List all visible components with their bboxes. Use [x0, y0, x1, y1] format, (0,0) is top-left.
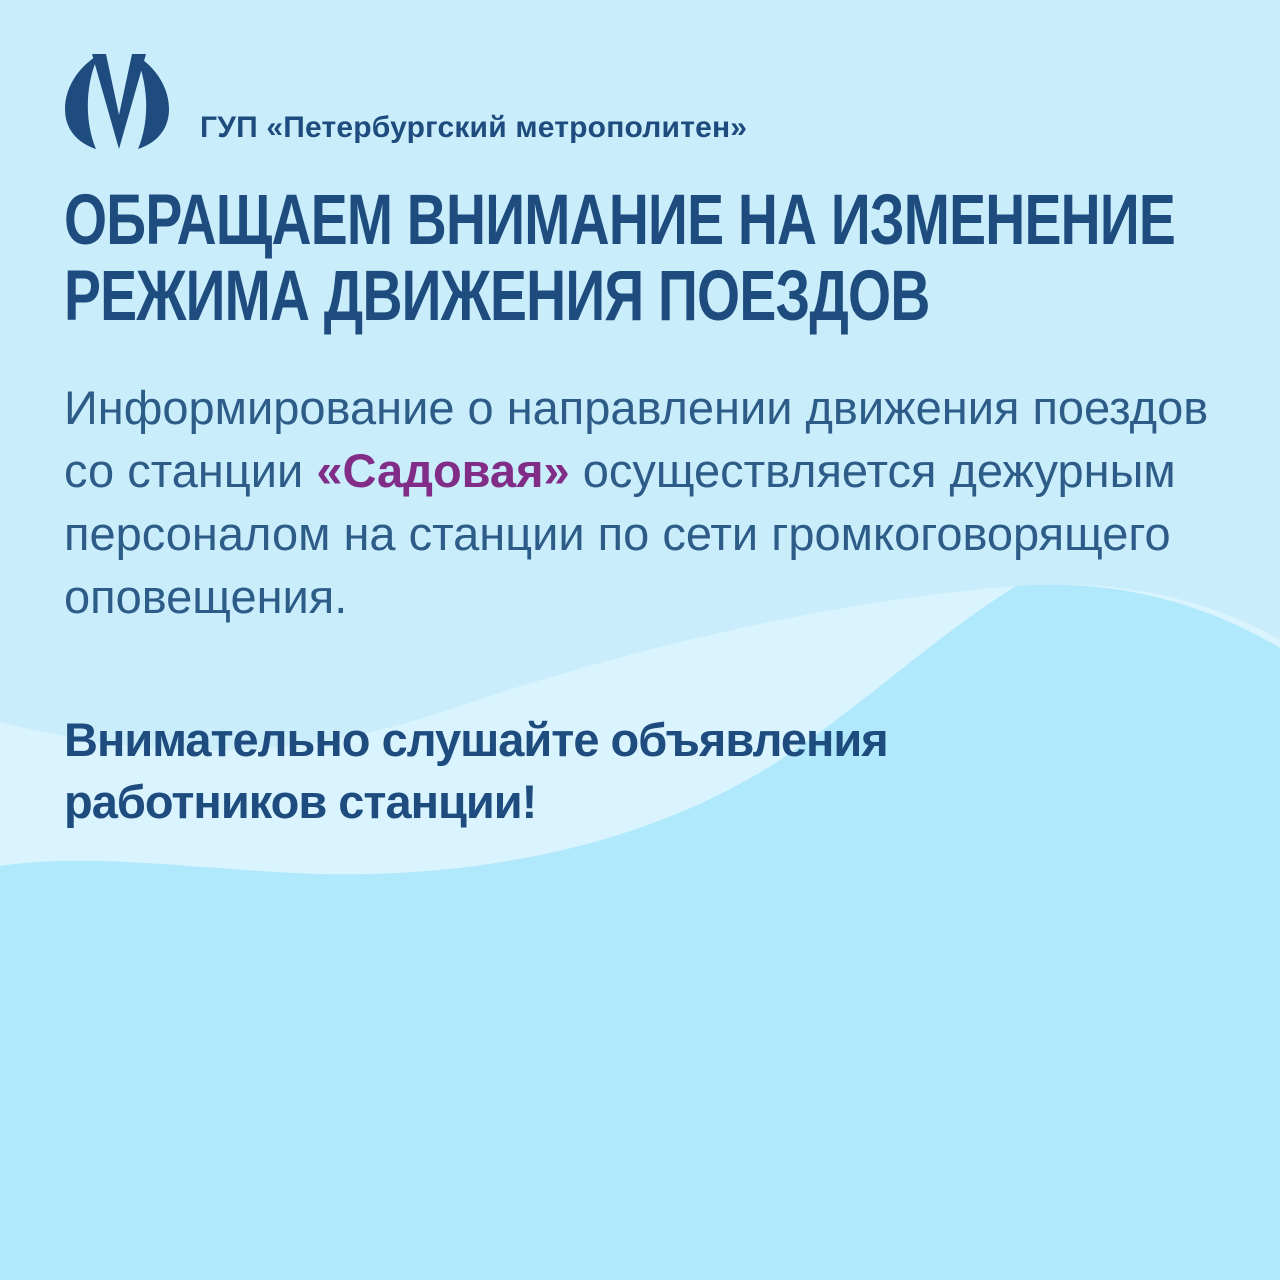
title-line-2: РЕЖИМА ДВИЖЕНИЯ ПОЕЗДОВ [64, 257, 930, 336]
body-paragraph [64, 376, 1208, 628]
footer-line-2: работников станции! [64, 775, 537, 828]
body-line-2-prefix: со станции [64, 444, 317, 497]
footer-line-1: Внимательно слушайте объявления [64, 713, 888, 766]
body-line-3: персоналом на станции по сети громкоговорящего [64, 507, 1171, 560]
spb-metro-logo-icon [62, 53, 172, 150]
brand-row [62, 53, 747, 150]
body-line-2-suffix: осуществляется дежурным [569, 444, 1176, 497]
title-line-1: ОБРАЩАЕМ ВНИМАНИЕ НА ИЗМЕНЕНИЕ [64, 181, 1176, 260]
body-line-4: оповещения. [64, 570, 348, 623]
body-line-2 [64, 439, 1208, 502]
org-name: ГУП «Петербургский метрополитен» [200, 110, 748, 144]
body-line-1: Информирование о направлении движения поездов [64, 381, 1209, 434]
footer-note [64, 709, 888, 833]
station-name-highlight: «Садовая» [316, 444, 570, 497]
page-title [64, 183, 1280, 335]
